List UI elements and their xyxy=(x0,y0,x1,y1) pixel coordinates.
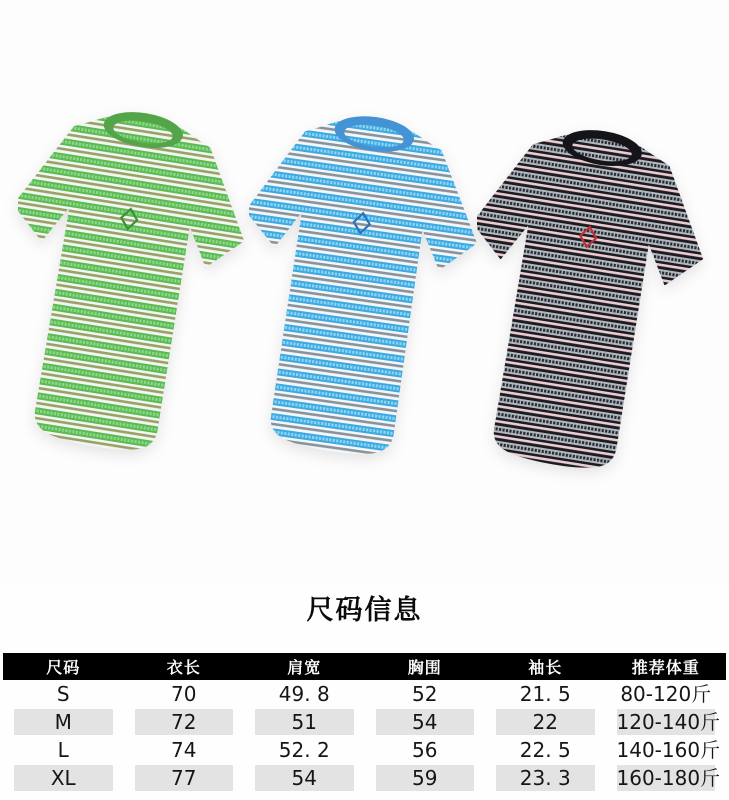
cell-length: 72 xyxy=(135,709,234,735)
green-striped-tshirt xyxy=(18,104,270,498)
size-row-xl xyxy=(3,764,726,792)
cell-sleeve: 23. 3 xyxy=(496,765,595,791)
black-striped-tshirt xyxy=(477,122,729,516)
tshirt-body xyxy=(477,122,720,483)
size-chart-table xyxy=(3,653,726,792)
cell-shoulder: 54 xyxy=(255,765,354,791)
header-weight: 推荐体重 xyxy=(606,653,727,680)
cell-size: M xyxy=(14,709,113,735)
cell-chest: 59 xyxy=(376,765,475,791)
cell-weight: 80-120斤 xyxy=(620,682,712,706)
cell-shoulder: 49. 8 xyxy=(278,682,330,706)
cell-weight: 120-140斤 xyxy=(616,710,721,734)
tshirt-body xyxy=(18,104,261,465)
cell-sleeve: 22. 5 xyxy=(519,738,571,762)
size-row-s xyxy=(3,680,726,708)
size-row-l xyxy=(3,736,726,764)
blue-striped-tshirt xyxy=(249,108,501,502)
cell-chest: 56 xyxy=(412,738,438,762)
tshirt-body xyxy=(249,108,492,467)
cell-length: 74 xyxy=(171,738,197,762)
header-length: 衣长 xyxy=(124,653,245,680)
cell-chest: 52 xyxy=(412,682,438,706)
cell-shoulder: 52. 2 xyxy=(278,738,330,762)
size-info-title: 尺码信息 xyxy=(306,595,423,626)
cell-chest: 54 xyxy=(376,709,475,735)
header-shoulder: 肩宽 xyxy=(244,653,365,680)
cell-size: S xyxy=(56,682,70,706)
cell-weight: 140-160斤 xyxy=(616,738,721,762)
header-size: 尺码 xyxy=(3,653,124,680)
cell-length: 77 xyxy=(135,765,234,791)
cell-shoulder: 51 xyxy=(255,709,354,735)
cell-sleeve: 21. 5 xyxy=(519,682,571,706)
cell-length: 70 xyxy=(171,682,197,706)
cell-weight: 160-180斤 xyxy=(616,766,721,790)
cell-size: XL xyxy=(14,765,113,791)
header-sleeve: 袖长 xyxy=(485,653,606,680)
cell-size: L xyxy=(57,738,69,762)
header-chest: 胸围 xyxy=(365,653,486,680)
cell-sleeve: 22 xyxy=(496,709,595,735)
size-chart-header-row xyxy=(3,653,726,680)
size-row-m xyxy=(3,708,726,736)
